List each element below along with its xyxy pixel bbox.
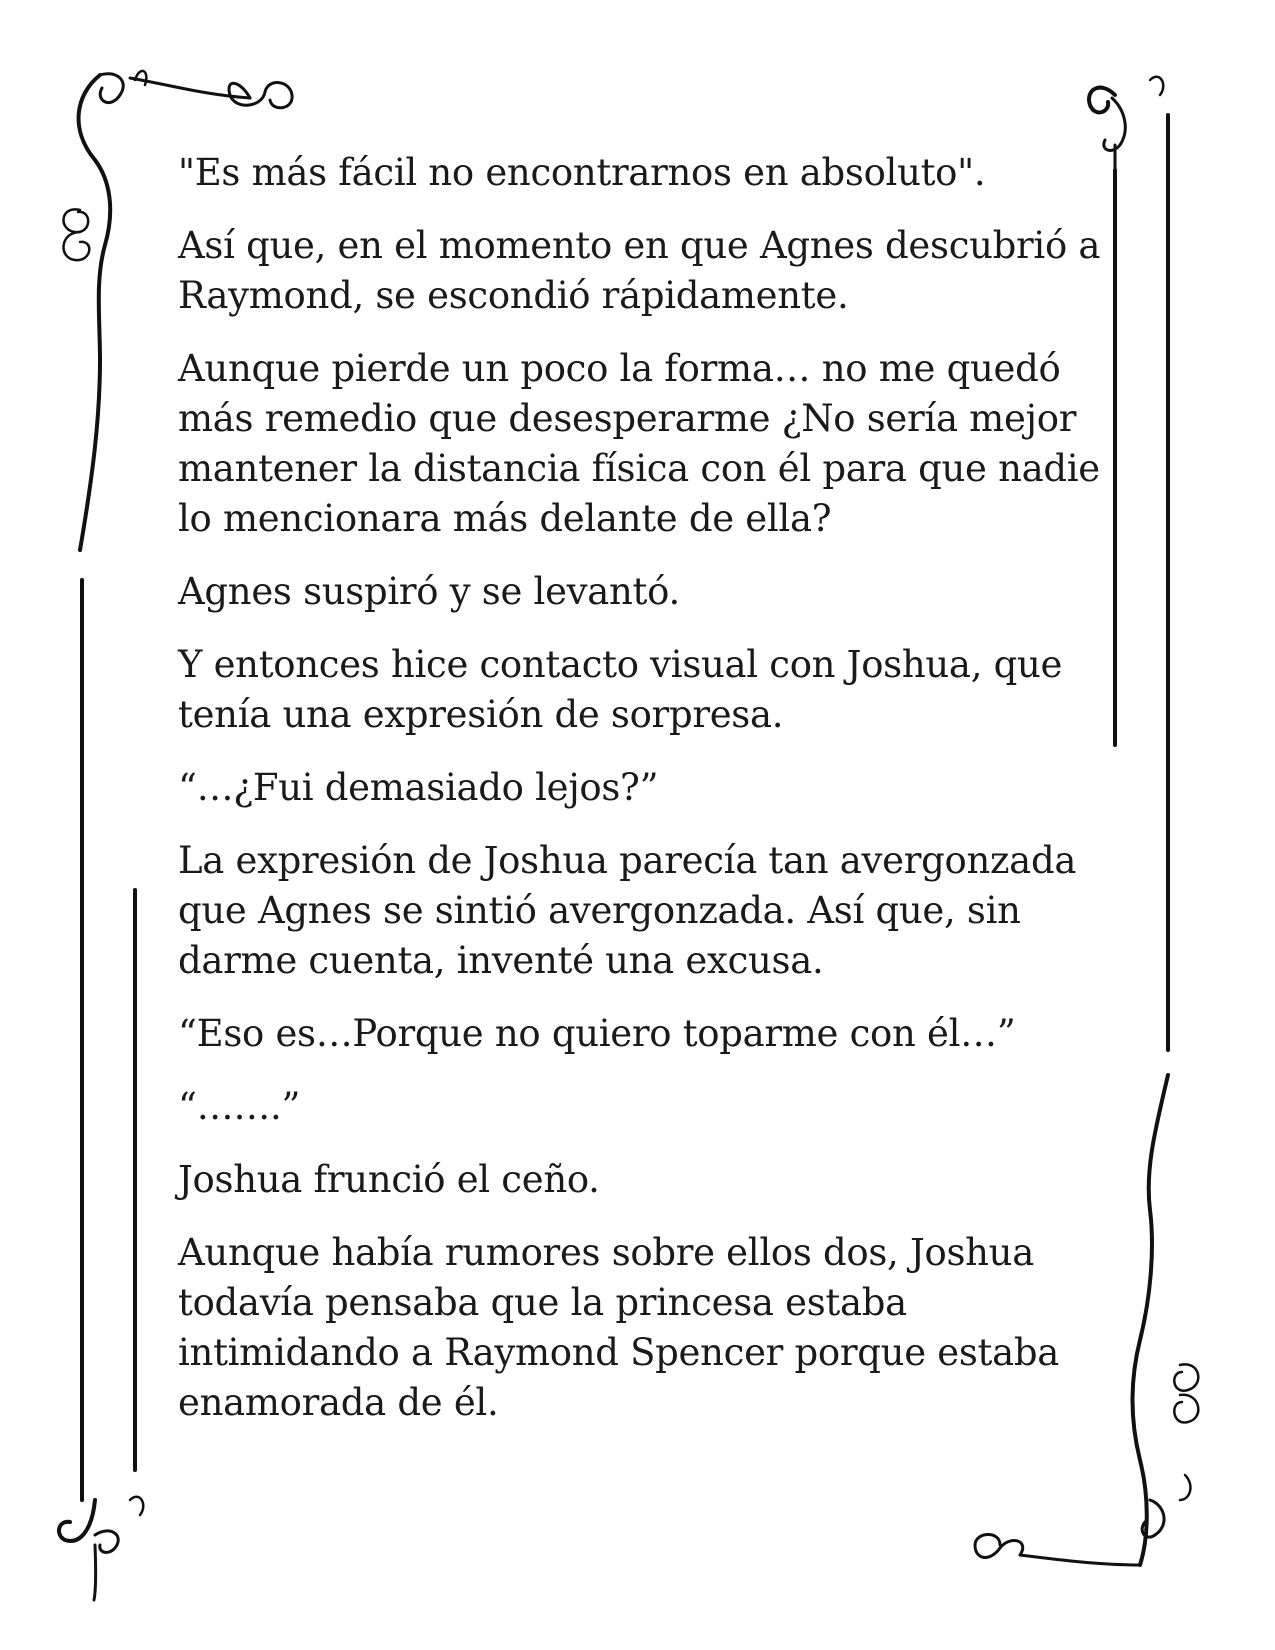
paragraph: “Eso es…Porque no quiero toparme con él…” bbox=[178, 1012, 1016, 1055]
paragraph: Y entonces hice contacto visual con Joshua, que tenía una expresión de sorpresa. bbox=[178, 643, 1063, 736]
paragraph: Así que, en el momento en que Agnes descubrió a Raymond, se escondió rápidamente. bbox=[178, 224, 1101, 317]
paragraph: Aunque había rumores sobre ellos dos, Joshua todavía pensaba que la princesa estaba intimidando a Raymond Spencer porque estaba enamorada de él. bbox=[178, 1231, 1060, 1424]
paragraph: “…….” bbox=[178, 1085, 301, 1128]
paragraph: Joshua frunció el ceño. bbox=[178, 1158, 600, 1201]
paragraph: La expresión de Joshua parecía tan avergonzada que Agnes se sintió avergonzada. Así que, sin darme cuenta, inventé una excusa. bbox=[178, 839, 1077, 982]
paragraph: “…¿Fui demasiado lejos?” bbox=[178, 766, 659, 809]
paragraph: "Es más fácil no encontrarnos en absoluto". bbox=[178, 151, 986, 194]
paragraph: Aunque pierde un poco la forma… no me quedó más remedio que desesperarme ¿No sería mejor mantener la distancia física con él para que nadie lo mencionara más delante de ella? bbox=[178, 347, 1100, 540]
body-text bbox=[178, 148, 1118, 1451]
paragraph: Agnes suspiró y se levantó. bbox=[178, 570, 680, 613]
bottom-left-flourish bbox=[59, 1497, 143, 1600]
